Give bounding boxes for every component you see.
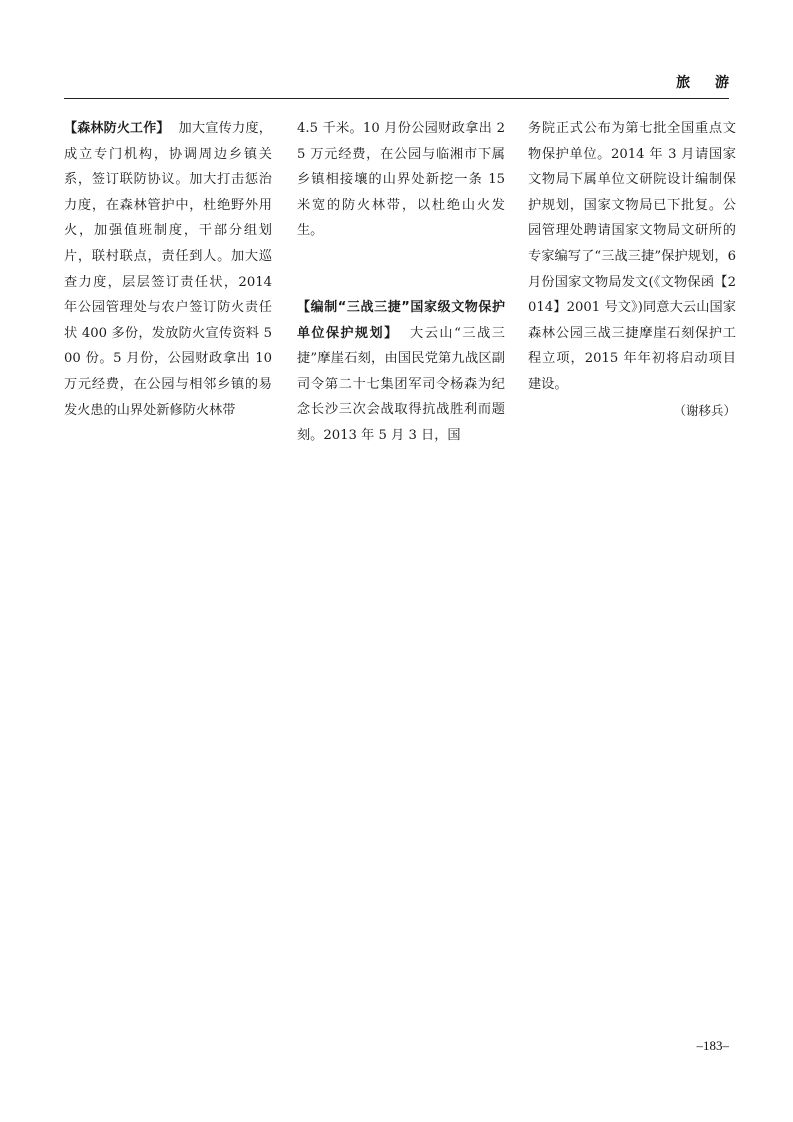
article-fire-prevention-part1 [64, 116, 272, 423]
article-body-fire-prevention-part1: 加大宣传力度，成立专门机构，协调周边乡镇关系，签订联防协议。加大打击惩治力度，在森林管护中，杜绝野外用火，加强值班制度，干部分组划片，联村联点，责任到人。加大巡查力度，层层签订责任状，2014 年公园管理处与农户签订防火责任状 400 多份，发放防火宣传资料 500 份。5 月份，公园财政拿出 10 万元经费，在公园与相邻乡镇的易发火患的山界处新修防火林带 [64, 121, 272, 418]
running-header-title: 旅 游 [676, 75, 739, 91]
article-spacer [297, 244, 505, 295]
page-number: –183– [696, 1038, 729, 1053]
article-author: （谢移兵） [673, 402, 736, 418]
text-column-1 [64, 116, 272, 423]
article-body-fire-prevention-part2: 4.5 千米。10 月份公园财政拿出 25 万元经费，在公园与临湘市下属乡镇相接壤的山界处新挖一条 15 米宽的防火林带，以杜绝山火发生。 [297, 121, 505, 239]
text-column-3 [528, 116, 736, 423]
article-heading-heritage-plan: 【编制“三战三捷”国家级文物保护单位保护规划】 [297, 299, 505, 341]
text-column-2 [297, 116, 505, 449]
article-heading-fire-prevention: 【森林防火工作】 [64, 121, 170, 136]
article-heritage-plan-part1 [297, 295, 505, 449]
article-body-heritage-plan-part1: 大云山“三战三捷”摩崖石刻，由国民党第九战区副司令第二十七集团军司令杨森为纪念长沙三次会战取得抗战胜利而题刻。2013 年 5 月 3 日，国 [297, 325, 505, 443]
header-divider [64, 98, 729, 99]
article-body-heritage-plan-part2: 务院正式公布为第七批全国重点文物保护单位。2014 年 3 月请国家文物局下属单位文研院设计编制保护规划，国家文物局已下批复。公园管理处聘请国家文物局文研所的专家编写了“三战三捷”保护规划，6 月份国家文物局发文(《文物保函【2014】2001 号文》)同意大云山国家森林公园三战三捷摩崖石刻保护工程立项，2015 年年初将启动项目建设。 [528, 121, 736, 392]
